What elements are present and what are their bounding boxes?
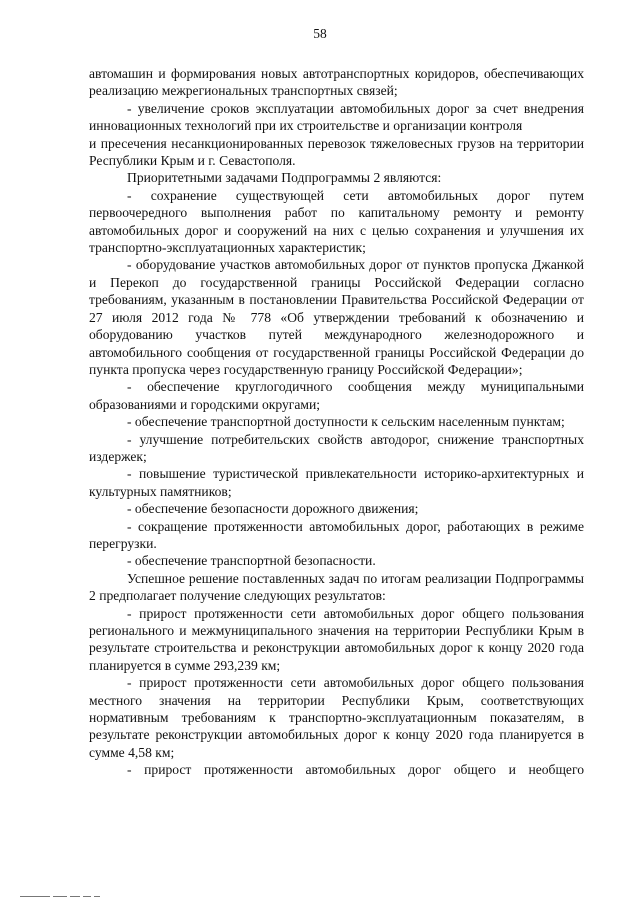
paragraph: Успешное решение поставленных задач по итогам реализации Подпрограммы 2 предполагает получение следующих результатов: bbox=[89, 570, 584, 604]
paragraph: - прирост протяженности сети автомобильных дорог общего пользования регионального и межмуниципального значения на территории Республики Крым в результате строительства и реконструкции автомобильных дорог к концу 2020 года планируется в сумме 293,239 км; bbox=[89, 605, 584, 673]
paragraph: - обеспечение безопасности дорожного движения; bbox=[127, 501, 419, 517]
paragraph: - сохранение существующей сети автомобильных дорог путем первоочередного выполнения работ по капитальному ремонту и ремонту автомобильных дорог и сооружений на них с целью сохранения и улучшения их транспортно-эксплуатационных характеристик; bbox=[89, 187, 584, 256]
paragraph: - обеспечение транспортной безопасности. bbox=[127, 553, 376, 569]
paragraph: - сокращение протяженности автомобильных дорог, работающих в режиме перегрузки. bbox=[89, 518, 584, 551]
paragraph: - оборудование участков автомобильных дорог от пунктов пропуска Джанкой и Перекоп до государственной границы Российской Федерации согласно требованиям, указанным в постановлении Правительства Российской Федерации от 27 июля 2012 года № 778 «Об утверждении требований к обозначению и оборудованию участков путей международного железнодорожного и автомобильного сообщения от государственной границы Российской Федерации до пункта пропуска через государственную границу Российской Федерации»; bbox=[89, 257, 584, 377]
paragraph: - улучшение потребительских свойств автодорог, снижение транспортных издержек; bbox=[89, 431, 584, 464]
paragraph: - увеличение сроков эксплуатации автомобильных дорог за счет внедрения инновационных технологий при их строительстве и организации контроля bbox=[89, 100, 584, 134]
scan-artifact bbox=[20, 896, 110, 898]
page-number: 58 bbox=[313, 26, 327, 41]
paragraph: - обеспечение транспортной доступности к сельским населенным пунктам; bbox=[127, 414, 565, 430]
paragraph: - прирост протяженности автомобильных дорог общего и необщего bbox=[127, 762, 584, 778]
paragraph: - обеспечение круглогодичного сообщения между муниципальными образованиями и городскими округами; bbox=[89, 379, 584, 412]
document-body bbox=[89, 65, 584, 779]
paragraph: автомашин и формирования новых автотранспортных коридоров, обеспечивающих реализацию межрегиональных транспортных связей; bbox=[89, 66, 584, 99]
paragraph: и пресечения несанкционированных перевозок тяжеловесных грузов на территории Республики Крым и г. Севастополя. bbox=[89, 135, 584, 169]
paragraph: - повышение туристической привлекательности историко-архитектурных и культурных памятников; bbox=[89, 466, 584, 499]
paragraph: - прирост протяженности сети автомобильных дорог общего пользования местного значения на территории Республики Крым, соответствующих нормативным требованиям к транспортно-эксплуатационным показателям, в результате реконструкции автомобильных дорог к концу 2020 года планируется в сумме 4,58 км; bbox=[89, 675, 584, 760]
paragraph: Приоритетными задачами Подпрограммы 2 являются: bbox=[127, 170, 442, 186]
